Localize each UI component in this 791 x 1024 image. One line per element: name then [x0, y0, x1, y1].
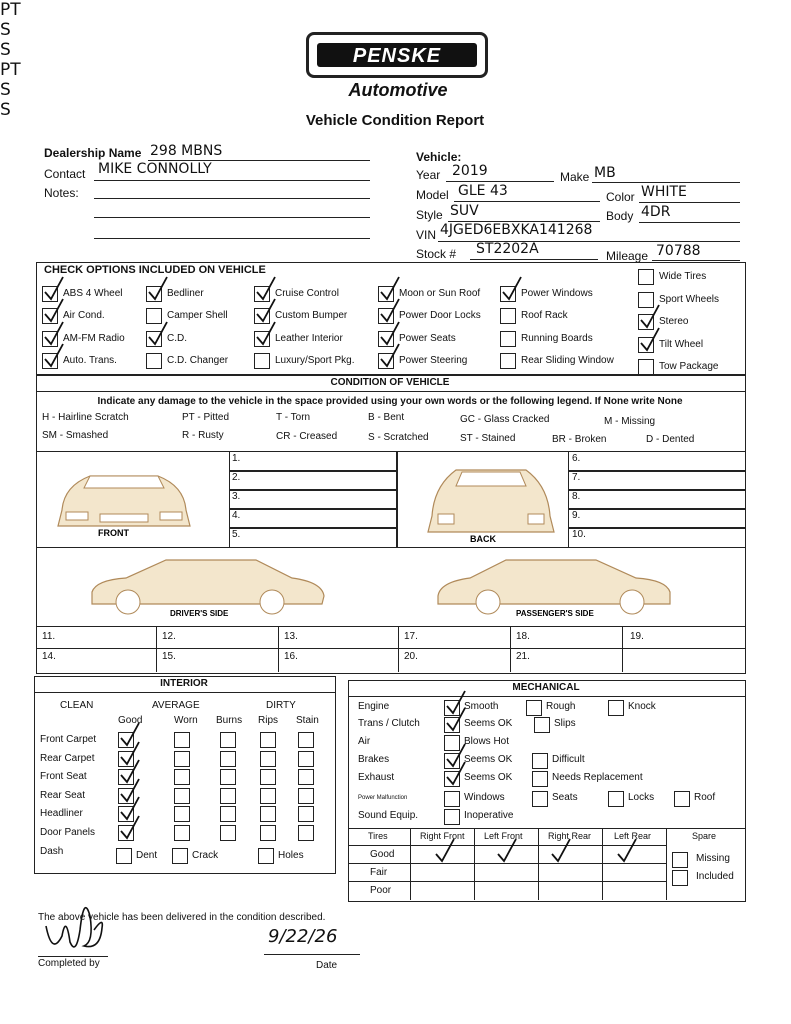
option-label: Leather Interior [275, 333, 343, 344]
mechanical-checkbox[interactable] [444, 791, 460, 807]
stock-label: Stock # [416, 247, 457, 261]
mileage-label: Mileage [606, 249, 649, 263]
tire-row-label: Good [370, 849, 395, 860]
option-label: Custom Bumper [275, 310, 348, 321]
grid-divider [398, 626, 399, 672]
check-mark [550, 838, 572, 864]
body-label: Body [606, 209, 634, 223]
check-mark [501, 276, 523, 302]
mechanical-checkbox[interactable] [534, 717, 550, 733]
option-checkbox[interactable] [500, 308, 516, 324]
interior-checkbox[interactable] [260, 769, 276, 785]
check-mark [639, 327, 661, 353]
interior-subcol: Good [118, 715, 143, 726]
style-label: Style [416, 208, 443, 222]
interior-checkbox[interactable] [220, 751, 236, 767]
year-label: Year [416, 168, 441, 182]
mechanical-option: Knock [628, 701, 656, 712]
tire-col-header: Left Rear [614, 831, 652, 841]
tire-col-header: Tires [368, 831, 388, 841]
mechanical-option: Blows Hot [464, 736, 510, 747]
condition-field-number: 16. [284, 651, 298, 662]
option-label: ABS 4 Wheel [63, 288, 123, 299]
legend-item: CR - Creased [276, 431, 338, 442]
tire-row-label: Fair [370, 867, 388, 878]
interior-checkbox[interactable] [174, 806, 190, 822]
legend-item: ST - Stained [460, 433, 516, 444]
dash-option: Dent [136, 850, 158, 861]
condition-field-box[interactable] [568, 527, 746, 548]
view-label-front: FRONT [98, 528, 129, 538]
date-label: Date [316, 960, 338, 971]
dash-checkbox[interactable] [258, 848, 274, 864]
option-checkbox[interactable] [254, 353, 270, 369]
grid-divider [156, 626, 157, 672]
grid-divider [622, 626, 623, 672]
legend-item: D - Dented [646, 434, 695, 445]
mechanical-option: Rough [546, 701, 576, 712]
condition-field-value[interactable]: S [0, 40, 11, 60]
vehicle-label: Vehicle: [416, 150, 462, 164]
dash-label: Dash [40, 846, 64, 857]
interior-checkbox[interactable] [298, 732, 314, 748]
interior-checkbox[interactable] [260, 732, 276, 748]
model-label: Model [416, 188, 449, 202]
dash-option: Crack [192, 850, 219, 861]
condition-field-number: 3. [232, 491, 241, 502]
option-label: Running Boards [521, 333, 593, 344]
interior-checkbox[interactable] [298, 788, 314, 804]
condition-instruction: Indicate any damage to the vehicle in the space provided using your own words or the following legend. If None write None [97, 396, 683, 407]
condition-field-number: 19. [630, 631, 644, 642]
interior-checkbox[interactable] [260, 806, 276, 822]
legend-item: BR - Broken [552, 434, 607, 445]
interior-subcol: Stain [296, 715, 319, 726]
color-value[interactable]: WHITE [641, 184, 687, 200]
mechanical-option: Roof [694, 792, 716, 803]
interior-checkbox[interactable] [298, 769, 314, 785]
mechanical-option: Difficult [552, 754, 585, 765]
interior-checkbox[interactable] [220, 769, 236, 785]
grid-divider [602, 828, 603, 900]
mechanical-heading: MECHANICAL [512, 682, 580, 693]
option-label: Power Windows [521, 288, 593, 299]
body-value[interactable]: 4DR [641, 204, 671, 220]
mechanical-row-label: Engine [358, 701, 390, 712]
condition-field-number: 15. [162, 651, 176, 662]
condition-field-number: 9. [572, 510, 581, 521]
interior-checkbox[interactable] [220, 806, 236, 822]
interior-heading: INTERIOR [160, 678, 208, 689]
mechanical-option: Seems OK [464, 772, 513, 783]
interior-subcol: Rips [258, 715, 279, 726]
spare-checkbox[interactable] [672, 870, 688, 886]
mechanical-checkbox[interactable] [608, 791, 624, 807]
mechanical-checkbox[interactable] [532, 791, 548, 807]
mechanical-checkbox[interactable] [674, 791, 690, 807]
interior-checkbox[interactable] [174, 751, 190, 767]
option-label: Camper Shell [167, 310, 228, 321]
signature [40, 886, 110, 958]
notes-label: Notes: [44, 186, 79, 200]
interior-checkbox[interactable] [174, 825, 190, 841]
condition-field-value[interactable]: PT [0, 0, 21, 20]
condition-field-number: 12. [162, 631, 176, 642]
option-label: Luxury/Sport Pkg. [275, 355, 355, 366]
mechanical-option: Seats [552, 792, 578, 803]
grid-divider [510, 626, 511, 672]
grid-divider [36, 626, 37, 672]
style-value[interactable]: SUV [450, 203, 479, 219]
option-label: C.D. [167, 333, 187, 344]
condition-field-number: 6. [572, 453, 581, 464]
mechanical-row-label: Trans / Clutch [358, 718, 420, 729]
mechanical-row-label: Brakes [358, 754, 390, 765]
completed-by-label: Completed by [38, 958, 100, 969]
tire-col-header: Right Front [420, 831, 465, 841]
option-checkbox[interactable] [500, 353, 516, 369]
mechanical-option: Seems OK [464, 754, 513, 765]
dealership-label: Dealership Name [44, 146, 142, 160]
legend-item: PT - Pitted [182, 412, 230, 423]
driver-side-diagram [86, 552, 330, 618]
mechanical-row-label: Air [358, 736, 371, 747]
interior-row-label: Front Carpet [40, 734, 97, 745]
dash-checkbox[interactable] [172, 848, 188, 864]
interior-checkbox[interactable] [174, 732, 190, 748]
condition-field-box[interactable] [568, 451, 746, 472]
condition-field-value[interactable]: PT [0, 60, 21, 80]
condition-field-box[interactable] [229, 489, 398, 510]
check-mark [379, 343, 401, 369]
check-mark [147, 276, 169, 302]
legend-item: GC - Glass Cracked [460, 414, 550, 425]
option-checkbox[interactable] [638, 359, 654, 375]
interior-row-label: Front Seat [40, 771, 87, 783]
grid-divider [538, 828, 539, 900]
view-label-driver: DRIVER'S SIDE [170, 609, 229, 618]
year-value[interactable]: 2019 [452, 163, 488, 179]
interior-checkbox[interactable] [298, 825, 314, 841]
condition-field-value[interactable]: S [0, 20, 11, 40]
stock-value[interactable]: ST2202A [476, 241, 539, 257]
option-label: Power Door Locks [399, 310, 481, 321]
dash-option: Holes [278, 850, 304, 861]
mechanical-checkbox[interactable] [532, 753, 548, 769]
col-clean: CLEAN [60, 700, 94, 711]
condition-field-number: 21. [516, 651, 530, 662]
legend-item: M - Missing [604, 416, 656, 427]
mechanical-option: Seems OK [464, 718, 513, 729]
legend-item: SM - Smashed [42, 430, 109, 441]
legend-item: B - Bent [368, 412, 405, 423]
mechanical-row-label: Power Malfunction [358, 795, 408, 801]
interior-checkbox[interactable] [260, 788, 276, 804]
mechanical-checkbox[interactable] [444, 809, 460, 825]
mechanical-row-label: Exhaust [358, 772, 395, 783]
front-view-diagram [44, 456, 204, 540]
condition-field-number: 20. [404, 651, 418, 662]
logo-subtitle: Automotive [348, 80, 448, 100]
interior-checkbox[interactable] [260, 751, 276, 767]
option-label: Air Cond. [63, 310, 105, 321]
option-label: Tilt Wheel [659, 338, 704, 350]
grid-divider [348, 828, 745, 829]
tire-col-header: Right Rear [548, 831, 592, 841]
option-label: Rear Sliding Window [521, 355, 614, 366]
mechanical-option: Windows [464, 792, 505, 803]
condition-field-number: 10. [572, 529, 586, 540]
page-title: Vehicle Condition Report [305, 112, 485, 129]
condition-field-number: 13. [284, 631, 298, 642]
option-checkbox[interactable] [500, 331, 516, 347]
option-label: Wide Tires [659, 271, 707, 282]
option-checkbox[interactable] [146, 353, 162, 369]
interior-checkbox[interactable] [174, 769, 190, 785]
mechanical-checkbox[interactable] [526, 700, 542, 716]
color-label: Color [606, 190, 635, 204]
mechanical-option: Needs Replacement [552, 772, 643, 783]
check-mark [147, 321, 169, 347]
spare-option: Missing [696, 853, 730, 864]
interior-checkbox[interactable] [298, 806, 314, 822]
option-checkbox[interactable] [638, 269, 654, 285]
condition-field-box[interactable] [568, 489, 746, 510]
interior-row-label: Headliner [40, 808, 83, 820]
check-mark [434, 838, 456, 864]
interior-subcol: Burns [216, 715, 243, 726]
mechanical-option: Locks [628, 792, 655, 803]
grid-divider [348, 881, 666, 882]
interior-checkbox[interactable] [220, 825, 236, 841]
option-label: Power Seats [399, 333, 456, 344]
interior-subcol: Worn [174, 715, 198, 726]
vin-value[interactable]: 4JGED6EBXKA141268 [440, 222, 593, 238]
condition-field-number: 5. [232, 529, 241, 540]
option-label: Cruise Control [275, 288, 339, 299]
interior-checkbox[interactable] [260, 825, 276, 841]
interior-row-label: Rear Seat [40, 789, 86, 801]
condition-field-number: 8. [572, 491, 581, 502]
option-label: Auto. Trans. [63, 355, 117, 366]
penske-logo: PENSKE [306, 32, 488, 78]
tire-col-header: Spare [692, 831, 717, 841]
notes-line[interactable] [94, 238, 370, 239]
legend-item: R - Rusty [182, 430, 224, 441]
option-label: Stereo [659, 316, 689, 327]
mechanical-checkbox[interactable] [608, 700, 624, 716]
condition-field-number: 2. [232, 472, 241, 483]
col-average: AVERAGE [152, 700, 200, 711]
condition-heading: CONDITION OF VEHICLE [330, 377, 450, 388]
tire-row-label: Poor [370, 885, 392, 896]
condition-field-box[interactable] [568, 508, 746, 529]
legend-item: T - Torn [276, 412, 311, 423]
mechanical-checkbox[interactable] [532, 771, 548, 787]
interior-checkbox[interactable] [298, 751, 314, 767]
condition-field-number: 17. [404, 631, 418, 642]
condition-field-number: 4. [232, 510, 241, 521]
col-dirty: DIRTY [266, 700, 296, 711]
condition-field-box[interactable] [229, 470, 398, 491]
condition-field-number: 7. [572, 472, 581, 483]
notes-line[interactable] [94, 198, 370, 199]
mechanical-option: Smooth [464, 701, 499, 712]
grid-divider [666, 828, 667, 900]
mileage-value[interactable]: 70788 [656, 243, 701, 259]
option-label: Power Steering [399, 355, 468, 366]
option-label: C.D. Changer [167, 355, 229, 366]
dash-checkbox[interactable] [116, 848, 132, 864]
interior-row-label: Rear Carpet [40, 752, 95, 764]
condition-field-number: 11. [42, 631, 56, 642]
spare-option: Included [696, 871, 734, 882]
condition-field-value[interactable]: S [0, 80, 11, 100]
condition-field-box[interactable] [229, 508, 398, 529]
notes-line[interactable] [94, 217, 370, 218]
condition-field-box[interactable] [568, 470, 746, 491]
spare-checkbox[interactable] [672, 852, 688, 868]
condition-field-box[interactable] [229, 527, 398, 548]
option-label: Bedliner [167, 288, 204, 299]
condition-field-number: 18. [516, 631, 530, 642]
make-label: Make [560, 170, 590, 184]
interior-checkbox[interactable] [220, 732, 236, 748]
option-label: Sport Wheels [659, 293, 720, 305]
legend-item: H - Hairline Scratch [42, 412, 129, 423]
option-label: Tow Package [659, 361, 719, 372]
option-label: Roof Rack [521, 310, 568, 321]
check-mark [119, 815, 141, 841]
delivery-statement: The above vehicle has been delivered in the condition described. [38, 912, 326, 923]
options-heading: CHECK OPTIONS INCLUDED ON VEHICLE [44, 264, 266, 276]
mechanical-option: Inoperative [464, 810, 514, 821]
dealership-value[interactable]: 298 MBNS [150, 143, 223, 159]
passenger-side-diagram [432, 552, 676, 618]
mechanical-option: Slips [554, 718, 576, 729]
condition-field-box[interactable] [229, 451, 398, 472]
model-value[interactable]: GLE 43 [458, 183, 508, 199]
interior-checkbox[interactable] [174, 788, 190, 804]
legend-item: S - Scratched [368, 432, 429, 443]
check-mark [255, 321, 277, 347]
condition-field-number: 1. [232, 453, 241, 464]
condition-field-value[interactable]: S [0, 100, 11, 120]
grid-divider [278, 626, 279, 672]
tire-col-header: Left Front [484, 831, 523, 841]
grid-divider [474, 828, 475, 900]
back-view-diagram [416, 456, 566, 544]
contact-label: Contact [44, 167, 86, 181]
check-mark [43, 343, 65, 369]
grid-divider [348, 828, 349, 900]
view-label-back: BACK [470, 534, 496, 544]
interior-checkbox[interactable] [220, 788, 236, 804]
vin-label: VIN [416, 228, 437, 242]
check-mark [496, 838, 518, 864]
grid-divider [410, 828, 411, 900]
date-value[interactable]: 9/22/26 [268, 926, 338, 947]
view-label-passenger: PASSENGER'S SIDE [516, 609, 594, 618]
grid-divider [36, 648, 745, 649]
make-value[interactable]: MB [594, 165, 616, 181]
option-label: Moon or Sun Roof [399, 288, 481, 299]
option-label: AM-FM Radio [63, 333, 125, 344]
mechanical-row-label: Sound Equip. [358, 810, 419, 821]
interior-row-label: Door Panels [40, 827, 96, 838]
condition-field-number: 14. [42, 651, 56, 662]
check-mark [616, 838, 638, 864]
contact-value[interactable]: MIKE CONNOLLY [98, 161, 212, 177]
